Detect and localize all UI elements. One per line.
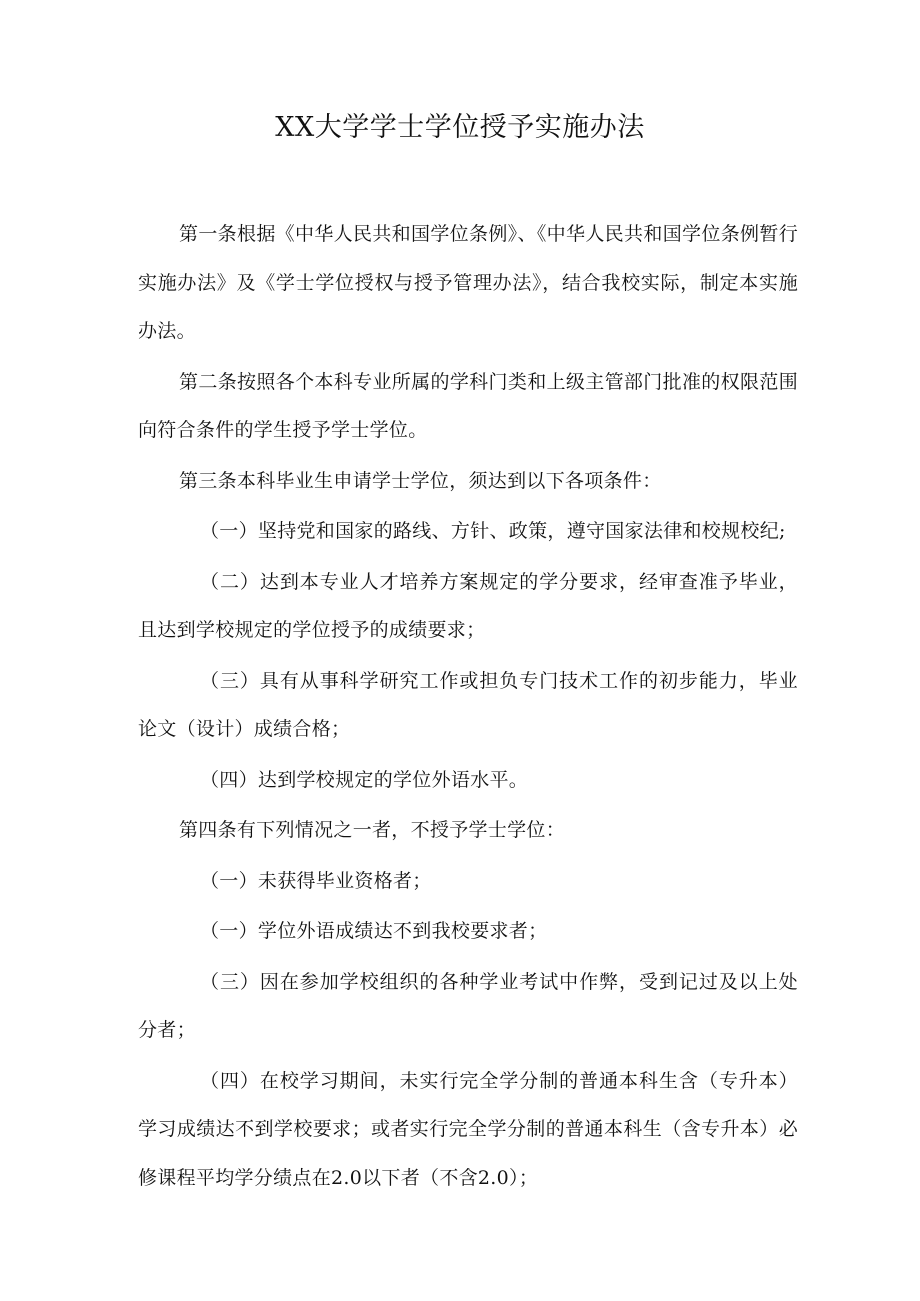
article-4-item-1: （一）未获得毕业资格者； xyxy=(200,869,432,892)
document-title: XX大学学士学位授予实施办法 xyxy=(275,112,645,143)
article-4-paragraph: 第四条有下列情况之一者，不授予学士学位： xyxy=(179,819,566,841)
article-3-paragraph: 第三条本科毕业生申请学士学位，须达到以下各项条件： xyxy=(179,469,662,492)
article-3-item-3: （三）具有从事科学研究工作或担负专门技术工作的初步能力，毕业论文（设计）成绩合格； xyxy=(138,669,798,740)
article-3-item-2: （二）达到本专业人才培养方案规定的学分要求，经审查准予毕业，且达到学校规定的学位授予的成绩要求； xyxy=(138,570,798,641)
article-3-item-4: （四）达到学校规定的学位外语水平。 xyxy=(200,768,529,791)
article-4-item-3: （三）因在参加学校组织的各种学业考试中作弊，受到记过及以上处分者； xyxy=(138,970,798,1041)
article-3-item-1: （一）坚持党和国家的路线、方针、政策，遵守国家法律和校规校纪; xyxy=(200,520,786,542)
document-body xyxy=(138,210,798,1204)
article-4-item-2: （一）学位外语成绩达不到我校要求者； xyxy=(200,920,548,942)
article-2-paragraph: 第二条按照各个本科专业所属的学科门类和上级主管部门批准的权限范围向符合条件的学生授予学士学位。 xyxy=(138,370,798,441)
article-4-item-4: （四）在校学习期间，未实行完全学分制的普通本科生含（专升本）学习成绩达不到学校要求；或者实行完全学分制的普通本科生（含专升本）必修课程平均学分绩点在2.0以下者（不含2.0）； xyxy=(138,1069,798,1189)
article-1-paragraph: 第一条根据《中华人民共和国学位条例》、《中华人民共和国学位条例暂行实施办法》及《学士学位授权与授予管理办法》，结合我校实际，制定本实施办法。 xyxy=(138,223,798,342)
